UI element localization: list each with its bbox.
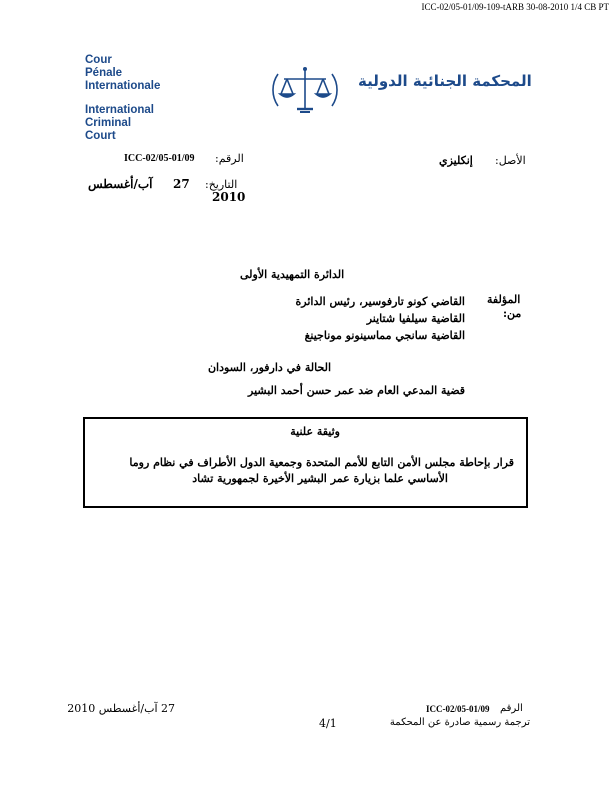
chamber-name: الدائرة التمهيدية الأولى	[240, 268, 345, 281]
footer-ref-number: ICC-02/05-01/09	[426, 704, 490, 714]
document-reference-header: ICC-02/05-01/09-109-tARB 30-08-2010 1/4 CB PT	[421, 2, 609, 12]
decision-title-line-2: الأساسي علما بزيارة عمر البشير الأخيرة لجمهورية تشاد	[192, 472, 448, 485]
court-en-line-1: International	[85, 104, 155, 116]
case-number: ICC-02/05-01/09	[124, 153, 195, 164]
footer-translation-note: ترجمة رسمية صادرة عن المحكمة	[389, 717, 530, 728]
footer-ref-label: الرقم	[500, 703, 523, 714]
composed-label-2: من:	[503, 307, 522, 320]
court-en-line-2: Criminal	[85, 117, 132, 129]
footer-date: 27 آب/أغسطس 2010	[67, 702, 175, 715]
judge-second: القاضية سيلفيا شتاينر	[366, 312, 465, 325]
court-fr-line-1: Cour	[85, 54, 112, 66]
date-year: 2010	[212, 190, 246, 204]
decision-title-line-1: قرار بإحاطة مجلس الأمن التابع للأمم المتحدة وجمعية الدول الأطراف في نظام روما	[129, 456, 514, 469]
judges-list	[296, 293, 466, 344]
case-title: قضية المدعي العام ضد عمر حسن أحمد البشير	[248, 384, 465, 397]
court-name-english	[85, 104, 154, 143]
page-number: 4/1	[319, 717, 337, 730]
court-en-line-3: Court	[85, 130, 116, 142]
court-fr-line-2: Pénale	[85, 67, 123, 79]
court-name-french	[85, 54, 160, 93]
composed-label-1: المؤلفة	[487, 293, 521, 306]
court-fr-line-3: Internationale	[85, 80, 161, 92]
date-month: آب/أغسطس	[88, 177, 153, 191]
date-day: 27	[173, 177, 190, 191]
situation-title: الحالة في دارفور، السودان	[207, 361, 331, 374]
number-label: الرقم:	[215, 152, 244, 165]
judge-presiding: القاضي كونو تارفوسير، رئيس الدائرة	[295, 295, 465, 308]
court-name-arabic: المحكمة الجنائية الدولية	[358, 72, 532, 90]
original-language: إنكليزي	[439, 154, 473, 167]
date-label: التاريخ:	[205, 178, 238, 191]
document-classification: وثيقة علنية	[290, 425, 340, 438]
scales-of-justice-icon	[270, 62, 340, 117]
original-label: الأصل:	[495, 154, 526, 167]
judge-third: القاضية سانجي مماسينونو موناجينغ	[304, 329, 465, 342]
